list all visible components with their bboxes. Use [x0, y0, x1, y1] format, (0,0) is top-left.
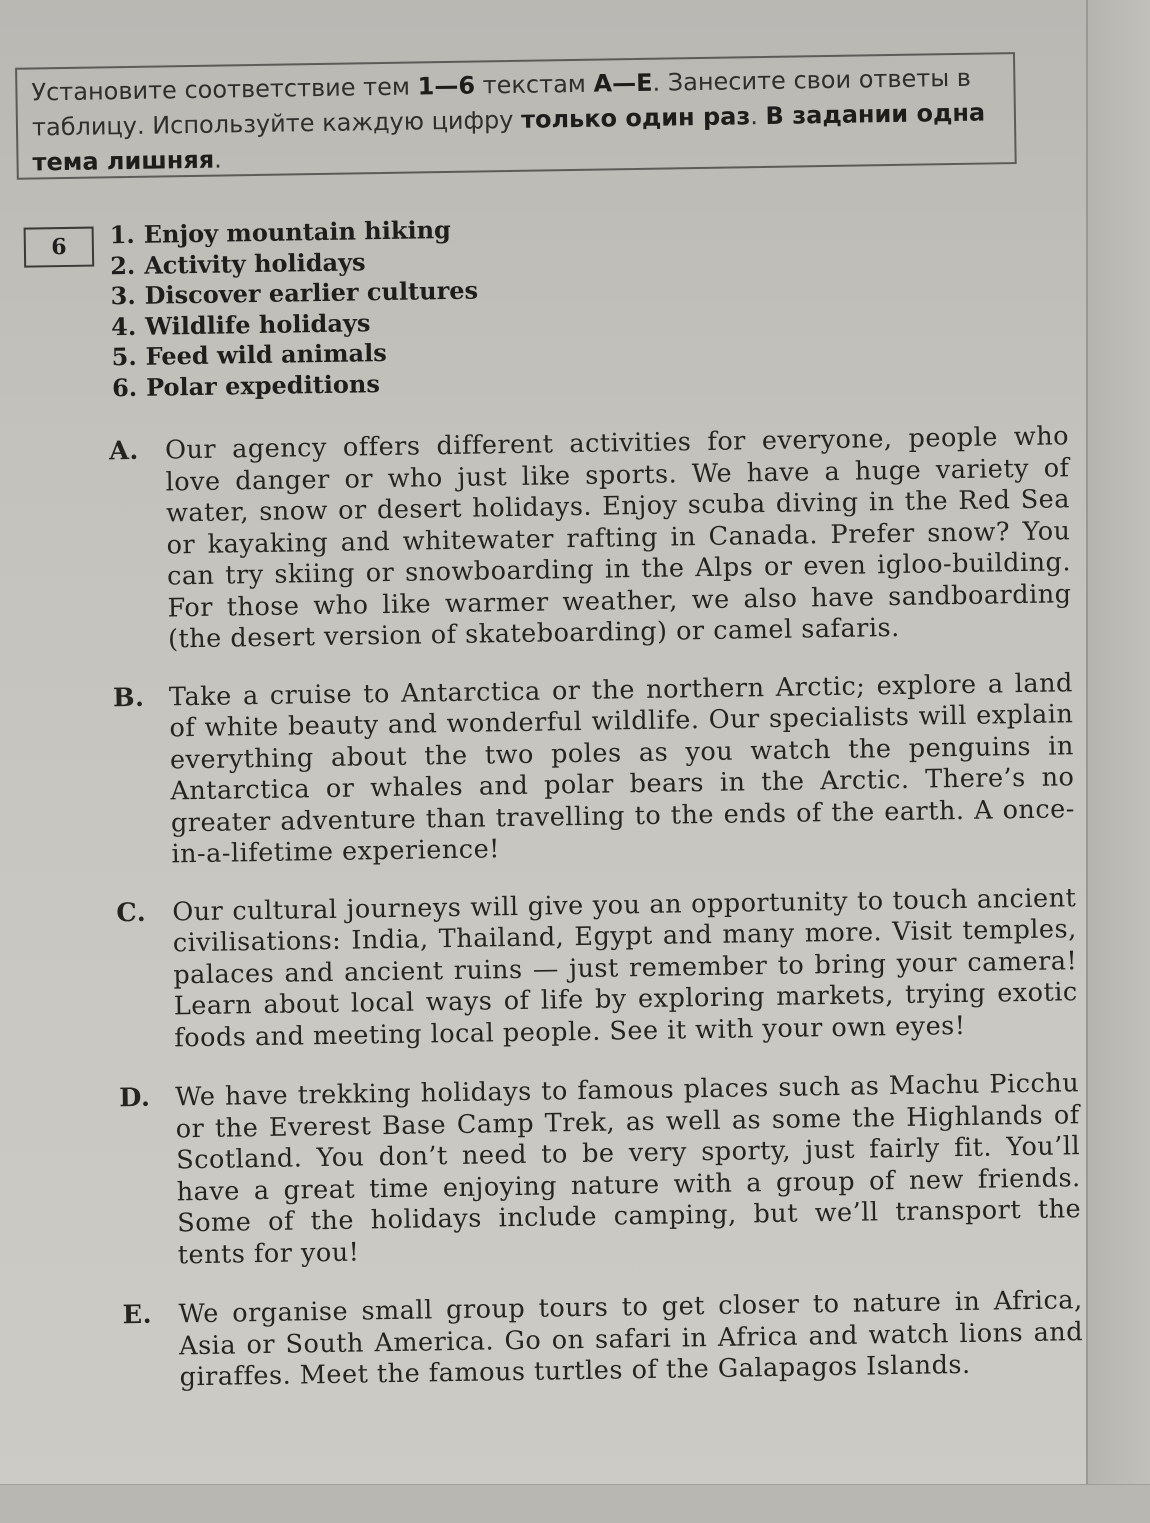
- text-letter: E.: [122, 1299, 153, 1331]
- text-letter: C.: [116, 897, 147, 928]
- text-letter: A.: [108, 435, 140, 467]
- topic-number: 1.: [109, 219, 135, 250]
- topic-number: 2.: [109, 250, 136, 280]
- topic-item: [112, 367, 480, 403]
- instruction-text-5: .: [213, 145, 223, 174]
- text-letter: B.: [112, 682, 145, 713]
- topic-item: [109, 215, 477, 251]
- text-body: Take a cruise to Antarctica or the northern Arctic; explore a land of white beauty and wonderful wildlife. Our specialists will explain everything about the two poles as you watch the penguins in Antarctica or whales and polar bears in the Arctic. There’s no greater adventure than travelling to the ends of the earth. A once-in-a-lifetime experience!: [168, 667, 1076, 870]
- texts-section: [109, 421, 1084, 1394]
- topic-label: Feed wild animals: [145, 337, 387, 371]
- topic-label: Wildlife holidays: [144, 307, 371, 341]
- topic-label: Activity holidays: [143, 246, 366, 280]
- text-a: [109, 421, 1072, 657]
- topic-number: 3.: [110, 280, 136, 311]
- instruction-text-range: A—E: [593, 68, 653, 98]
- topic-label: Enjoy mountain hiking: [143, 214, 452, 249]
- instruction-text-4: .: [750, 101, 766, 131]
- text-body: We organise small group tours to get closer to nature in Africa, Asia or South America. Go on safari in Africa and watch lions and giraffes. Meet the famous turtles of the Galapagos Islands.: [178, 1285, 1084, 1393]
- text-b: [113, 668, 1076, 872]
- text-body: Our cultural journeys will give you an opportunity to touch ancient civilisations: India, Thailand, Egypt and many more. Visit temples, palaces and ancient ruins — just remember to bring your camera! Learn about local ways of life by exploring markets, trying exotic foods and meeting local people. See it with your own eyes!: [172, 882, 1078, 1053]
- task-number-box: 6: [24, 227, 95, 268]
- instruction-only-once: только один раз: [520, 102, 751, 134]
- text-body: We have trekking holidays to famous places such as Machu Picchu or the Everest Base Camp Trek, as well as some the Highlands of Scotland. You don’t need to be very sporty, just fairly fit. You’ll have a great time enjoying nature with a group of new friends. Some of the holidays include camping, but we’ll transport the tents for you!: [175, 1068, 1082, 1270]
- topic-label: Polar expeditions: [145, 368, 381, 402]
- instruction-text-3: . Занесите свои ответы в таблицу. Используйте каждую цифру: [31, 63, 972, 142]
- text-letter: D.: [119, 1082, 151, 1114]
- text-body: Our agency offers different activities for everyone, people who love danger or who just like sports. We have a huge variety of water, snow or desert holidays. Enjoy scuba diving in the Red Sea or kayaking and whitewater rafting in Canada. Prefer snow? You can try skiing or snowboarding in the Alps or even igloo-building. For those who like warmer weather, we also have sandboarding (the desert version of skateboarding) or camel safaris.: [164, 421, 1072, 655]
- text-e: [122, 1285, 1083, 1395]
- topic-number: 6.: [111, 372, 138, 402]
- topic-number: 5.: [111, 341, 137, 372]
- topic-number: 4.: [110, 311, 137, 341]
- instruction-box: [15, 52, 1017, 180]
- instruction-text-2: текстам: [474, 69, 594, 100]
- topic-label: Discover earlier cultures: [144, 275, 479, 310]
- text-d: [119, 1068, 1082, 1272]
- topics-list: [109, 215, 479, 404]
- text-c: [116, 883, 1078, 1056]
- instruction-topic-range: 1—6: [417, 71, 476, 101]
- instruction-extra-topic: В задании одна тема лишняя: [32, 98, 986, 177]
- instruction-text-1: Установите соответствие тем: [31, 72, 418, 107]
- topic-item: [110, 276, 478, 312]
